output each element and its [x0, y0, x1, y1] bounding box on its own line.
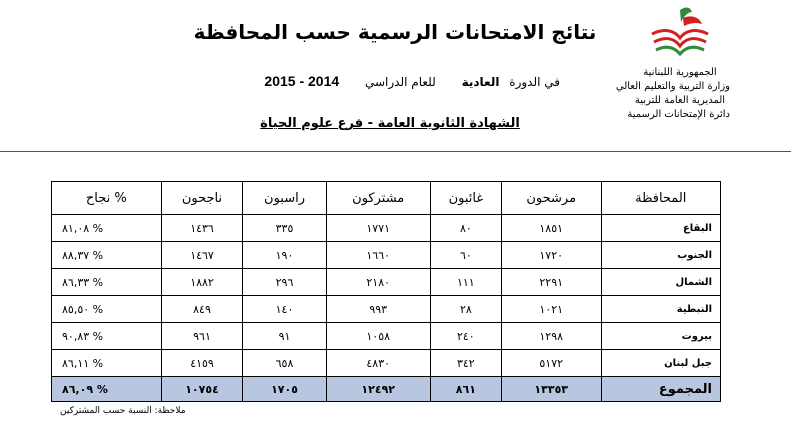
cell-failed: ٦٥٨: [243, 350, 326, 377]
cell-candidates: ٢٢٩١: [501, 269, 601, 296]
header-divider: [0, 151, 791, 152]
cell-pass-rate: % ٩٠,٨٣: [52, 323, 162, 350]
table-row: [52, 296, 721, 323]
ministry-line-department: دائرة الإمتحانات الرسمية: [627, 109, 730, 120]
total-candidates: ١٣٣٥٣: [501, 377, 601, 402]
table-total-row: [52, 377, 721, 402]
cell-passed: ٤١٥٩: [161, 350, 243, 377]
cell-passed: ٨٤٩: [161, 296, 243, 323]
cell-candidates: ٥١٧٢: [501, 350, 601, 377]
session-line: [240, 73, 560, 89]
total-pass-rate: % ٨٦,٠٩: [52, 377, 162, 402]
total-passed: ١٠٧٥٤: [161, 377, 243, 402]
cell-participants: ١٦٦٠: [326, 242, 430, 269]
page-title: نتائج الامتحانات الرسمية حسب المحافظة: [193, 20, 597, 44]
cell-passed: ١٤٦٧: [161, 242, 243, 269]
cell-absent: ٢٨: [430, 296, 501, 323]
cell-failed: ١٤٠: [243, 296, 326, 323]
cell-candidates: ١٨٥١: [501, 215, 601, 242]
table-row: [52, 323, 721, 350]
cell-failed: ١٩٠: [243, 242, 326, 269]
cell-participants: ١٠٥٨: [326, 323, 430, 350]
session-label: في الدورة: [509, 75, 560, 89]
table-row: [52, 215, 721, 242]
cell-pass-rate: % ٨٦,٣٣: [52, 269, 162, 296]
cell-passed: ١٤٣٦: [161, 215, 243, 242]
cell-governorate: الشمال: [601, 269, 720, 296]
ministry-logo-icon: [650, 4, 710, 59]
total-absent: ٨٦١: [430, 377, 501, 402]
table-row: [52, 242, 721, 269]
header-candidates: مرشحون: [501, 182, 601, 215]
cell-failed: ٣٣٥: [243, 215, 326, 242]
table-row: [52, 269, 721, 296]
cell-failed: ٩١: [243, 323, 326, 350]
header-passed: ناجحون: [161, 182, 243, 215]
cell-governorate: البقاع: [601, 215, 720, 242]
header-failed: راسبون: [243, 182, 326, 215]
table-row: [52, 350, 721, 377]
cell-pass-rate: % ٨١,٠٨: [52, 215, 162, 242]
ministry-block: [615, 66, 730, 122]
cell-participants: ١٧٧١: [326, 215, 430, 242]
cell-candidates: ١٠٢١: [501, 296, 601, 323]
cell-candidates: ١٧٢٠: [501, 242, 601, 269]
cell-failed: ٢٩٦: [243, 269, 326, 296]
cell-participants: ٤٨٣٠: [326, 350, 430, 377]
cell-pass-rate: % ٨٨,٣٧: [52, 242, 162, 269]
cell-governorate: جبل لبنان: [601, 350, 720, 377]
page-subtitle: الشهادة الثانوية العامة - فرع علوم الحياة: [260, 116, 520, 131]
footnote: ملاحظة: النسبة حسب المشتركين: [60, 406, 186, 416]
cell-pass-rate: % ٨٦,١١: [52, 350, 162, 377]
cell-governorate: النبطية: [601, 296, 720, 323]
year-label: للعام الدراسي: [364, 75, 436, 89]
cell-absent: ٨٠: [430, 215, 501, 242]
cell-candidates: ١٢٩٨: [501, 323, 601, 350]
cell-absent: ٦٠: [430, 242, 501, 269]
header-participants: مشتركون: [326, 182, 430, 215]
table-header-row: [52, 182, 721, 215]
cell-passed: ٩٦١: [161, 323, 243, 350]
header-pass-rate: % نجاح: [52, 182, 162, 215]
cell-participants: ٩٩٣: [326, 296, 430, 323]
cell-passed: ١٨٨٢: [161, 269, 243, 296]
ministry-line-directorate: المديرية العامة للتربية: [634, 95, 726, 106]
header-absent: غائبون: [430, 182, 501, 215]
cell-absent: ٣٤٢: [430, 350, 501, 377]
ministry-line-ministry: وزارة التربية والتعليم العالي: [615, 81, 730, 92]
results-table: [51, 181, 721, 402]
cell-governorate: الجنوب: [601, 242, 720, 269]
header-governorate: المحافظة: [601, 182, 720, 215]
total-participants: ١٢٤٩٢: [326, 377, 430, 402]
cell-participants: ٢١٨٠: [326, 269, 430, 296]
cell-absent: ١١١: [430, 269, 501, 296]
academic-year: 2015 - 2014: [264, 73, 340, 89]
session-type: العادية: [461, 75, 500, 89]
cell-governorate: بيروت: [601, 323, 720, 350]
cell-absent: ٢٤٠: [430, 323, 501, 350]
ministry-line-republic: الجمهورية اللبنانية: [643, 67, 717, 78]
total-label: المجموع: [601, 377, 720, 402]
total-failed: ١٧٠٥: [243, 377, 326, 402]
cell-pass-rate: % ٨٥,٥٠: [52, 296, 162, 323]
